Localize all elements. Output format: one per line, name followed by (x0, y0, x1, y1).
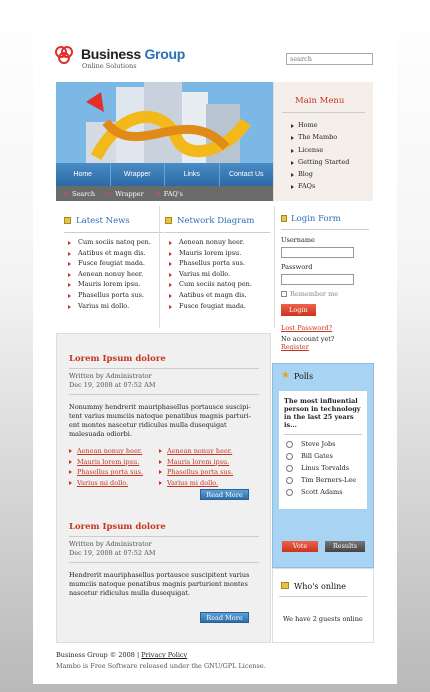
network-diagram (165, 216, 270, 311)
article-author: Written by Administrator (69, 540, 152, 548)
list-item[interactable]: Aenean nonuy heer. (64, 269, 164, 280)
subnav-wrapper[interactable]: Wrapper (107, 190, 144, 198)
footer-copyright (56, 651, 187, 659)
polls-title: Polls (294, 372, 314, 381)
whos-online-text: We have 2 guests online (283, 615, 363, 623)
privacy-policy-link[interactable]: Privacy Policy (141, 651, 188, 659)
poll-option[interactable]: Steve Jobs (279, 438, 367, 450)
brand-logo-icon (53, 45, 75, 65)
users-icon (281, 582, 289, 589)
polls-panel (272, 363, 374, 568)
menu-item-blog[interactable]: Blog (291, 168, 373, 180)
list-item[interactable]: Cum sociis natoq pen. (165, 279, 270, 290)
whos-online-title: Who's online (294, 582, 347, 591)
article-link[interactable]: Aenean nonuy heer. (159, 446, 233, 457)
article-title[interactable]: Lorem Ipsum dolore (69, 522, 166, 532)
register-row (281, 343, 373, 351)
article-link[interactable]: Aenean nonuy heer. (69, 446, 159, 457)
list-item[interactable]: Mauris lorem ipsu. (64, 279, 164, 290)
read-more-button[interactable]: Read More (200, 489, 249, 500)
no-account-text: No account yet? (281, 335, 335, 343)
nav-links[interactable]: Links (165, 163, 220, 186)
menu-item-mambo[interactable]: The Mambo (291, 131, 373, 143)
star-icon: ★ (281, 370, 290, 381)
divider (165, 232, 270, 233)
footer-separator: | (136, 651, 140, 659)
brand-tagline: Online Solutions (82, 62, 137, 70)
latest-news (64, 216, 164, 311)
divider (69, 368, 259, 369)
article-date: Dec 19, 2008 at 07:52 AM (69, 381, 156, 389)
article-date: Dec 19, 2008 at 07:52 AM (69, 549, 156, 557)
username-field[interactable] (281, 247, 354, 258)
list-item[interactable]: Varius mi dollo. (64, 301, 164, 312)
search-input[interactable] (286, 53, 373, 65)
list-item[interactable]: Aatibus et magn dis. (165, 290, 270, 301)
menu-item-getting-started[interactable]: Getting Started (291, 156, 373, 168)
poll-question: The most influential person in technology in the last 25 years is... (284, 397, 361, 429)
poll-option[interactable]: Bill Gates (279, 450, 367, 462)
username-label: Username (281, 236, 315, 244)
login-form (281, 214, 373, 351)
remember-checkbox[interactable] (281, 291, 287, 297)
results-button[interactable]: Results (325, 541, 365, 552)
divider (64, 232, 164, 233)
article-link[interactable]: Varius mi dollo. (159, 478, 233, 489)
remember-row (281, 290, 373, 298)
article-link[interactable]: Phasellus porta sus. (69, 467, 159, 478)
network-title: Network Diagram (177, 216, 255, 226)
article-body: Nonummy hendrerit mauriphasellus portausce suscipi- tent varius mumciis natoque penatibus magnis parturi- ent montes nascetur ridiculus mulla dusequigat malesuada odiorbi. (69, 403, 251, 438)
subnav-faq[interactable]: FAQ's (156, 190, 183, 198)
password-field[interactable] (281, 274, 354, 285)
article-body: Hendrerit mauriphasellus portausce suscipitent varius mumciis natoque penatibus magnis parturient montes nascetur ridiculus mulla dusequigat. (69, 571, 250, 597)
divider (69, 536, 259, 537)
article-link[interactable]: Phasellus porta sus. (159, 467, 233, 478)
page (33, 20, 397, 684)
list-item[interactable]: Phasellus porta sus. (165, 258, 270, 269)
read-more-button[interactable]: Read More (200, 612, 249, 623)
subnav-search[interactable]: Search (64, 190, 95, 198)
login-heading (281, 214, 373, 224)
latest-news-heading (64, 216, 164, 226)
whos-online-panel (272, 568, 374, 643)
news-icon (64, 217, 71, 224)
vote-button[interactable]: Vote (282, 541, 318, 552)
poll-option[interactable]: Linus Torvalds (279, 462, 367, 474)
main-menu-title: Main Menu (295, 96, 345, 106)
menu-item-license[interactable]: License (291, 144, 373, 156)
lost-password-row (281, 324, 373, 332)
divider (69, 394, 259, 395)
divider (282, 112, 365, 113)
article-links (69, 446, 259, 488)
divider (274, 206, 275, 328)
diagram-icon (165, 217, 172, 224)
article-2 (69, 522, 259, 598)
lost-password-link[interactable]: Lost Password? (281, 324, 333, 332)
password-label: Password (281, 263, 313, 271)
article-link[interactable]: Mauris lorem ipsu. (69, 457, 159, 468)
lock-icon (281, 215, 287, 222)
divider (69, 562, 259, 563)
article-title[interactable]: Lorem Ipsum dolore (69, 354, 166, 364)
list-item[interactable]: Cum sociis natoq pen. (64, 237, 164, 248)
main-nav (56, 163, 273, 186)
poll-body (279, 391, 367, 509)
copyright-text: Business Group © 2008 (56, 651, 135, 659)
poll-option[interactable]: Scott Adams (279, 486, 367, 498)
menu-item-home[interactable]: Home (291, 119, 373, 131)
login-title: Login Form (291, 214, 341, 224)
register-link[interactable]: Register (281, 343, 309, 351)
divider (281, 229, 369, 230)
divider (159, 206, 160, 328)
nav-home[interactable]: Home (56, 163, 111, 186)
list-item[interactable]: Fusce feugiat mada. (64, 258, 164, 269)
divider (279, 596, 367, 597)
latest-news-title: Latest News (76, 216, 130, 226)
list-item[interactable]: Aatibus et magn dis. (64, 248, 164, 259)
network-heading (165, 216, 270, 226)
nav-wrapper[interactable]: Wrapper (111, 163, 166, 186)
article-link[interactable]: Mauris lorem ipsu. (159, 457, 233, 468)
poll-option[interactable]: Tim Berners-Lee (279, 474, 367, 486)
brand-name: Business Group (81, 46, 185, 62)
list-item[interactable]: Fusce feugiat mada. (165, 301, 270, 312)
list-item[interactable]: Varius mi dollo. (165, 269, 270, 280)
nav-contact[interactable]: Contact Us (228, 171, 264, 178)
list-item[interactable]: Mauris lorem ipsu. (165, 248, 270, 259)
remember-label: Remember me (290, 290, 339, 298)
divider (284, 434, 362, 435)
content-panel (56, 333, 271, 643)
list-item[interactable]: Aenean nonuy heer. (165, 237, 270, 248)
article-author: Written by Administrator (69, 372, 152, 380)
list-item[interactable]: Phasellus porta sus. (64, 290, 164, 301)
article-link[interactable]: Varius mi dollo. (69, 478, 159, 489)
main-menu (273, 82, 373, 201)
login-button[interactable]: Login (281, 304, 316, 316)
footer-license: Mambo is Free Software released under the GNU/GPL License. (56, 662, 266, 670)
sub-nav (56, 186, 273, 201)
article-1 (69, 354, 259, 488)
menu-item-faqs[interactable]: FAQs (291, 180, 373, 192)
